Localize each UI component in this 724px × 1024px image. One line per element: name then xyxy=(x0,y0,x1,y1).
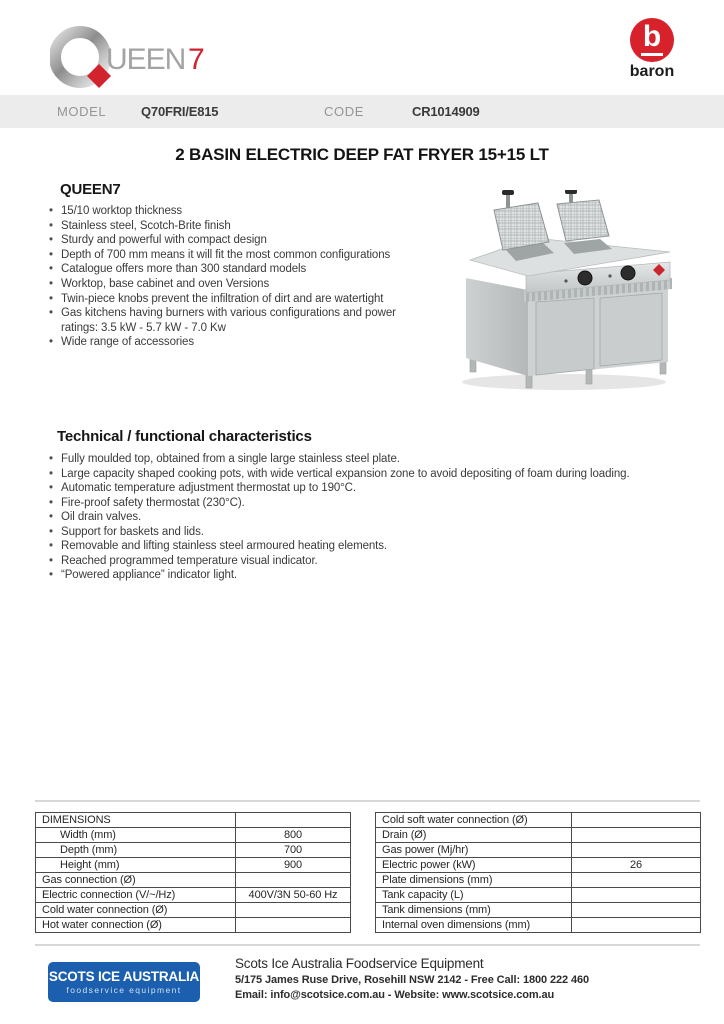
dimensions-table xyxy=(35,812,351,933)
page-title: 2 BASIN ELECTRIC DEEP FAT FRYER 15+15 LT xyxy=(175,145,549,164)
technical-bullet: • Large capacity shaped cooking pots, with wide vertical expansion zone to avoid depositing of foam during loading. xyxy=(47,467,695,482)
product-shadow xyxy=(462,374,666,390)
spec-value: 26 xyxy=(572,858,701,873)
spec-value xyxy=(572,813,701,828)
spec-label: Internal oven dimensions (mm) xyxy=(376,918,572,933)
spec-label: Width (mm) xyxy=(36,828,236,843)
spec-value xyxy=(572,903,701,918)
baron-logo xyxy=(616,18,688,81)
table-row xyxy=(376,813,701,828)
spec-label: Gas connection (Ø) xyxy=(36,873,236,888)
spec-value xyxy=(572,873,701,888)
table-row xyxy=(36,903,351,918)
feature-bullet: • Stainless steel, Scotch-Brite finish xyxy=(47,219,399,234)
feature-bullet: • Catalogue offers more than 300 standard models xyxy=(47,262,399,277)
table-row xyxy=(376,888,701,903)
table-row xyxy=(376,858,701,873)
baron-name: baron xyxy=(629,63,675,80)
spec-value xyxy=(572,843,701,858)
table-row xyxy=(376,828,701,843)
spec-label: Height (mm) xyxy=(36,858,236,873)
spec-value: 900 xyxy=(236,858,351,873)
technical-bullet: • Removable and lifting stainless steel armoured heating elements. xyxy=(47,539,695,554)
technical-bullet: • Fire-proof safety thermostat (230°C). xyxy=(47,496,695,511)
feature-bullet: • Sturdy and powerful with compact design xyxy=(47,233,399,248)
table-row xyxy=(376,903,701,918)
feature-bullet: • Depth of 700 mm means it will fit the most common configurations xyxy=(47,248,399,263)
technical-bullet: • Reached programmed temperature visual indicator. xyxy=(47,554,695,569)
spec-value xyxy=(572,888,701,903)
feature-bullet: • Worktop, base cabinet and oven Versions xyxy=(47,277,399,292)
technical-bullet: • Oil drain valves. xyxy=(47,510,695,525)
queen7-letters: UEEN xyxy=(106,43,186,76)
spec-label: Cold water connection (Ø) xyxy=(36,903,236,918)
spec-value xyxy=(572,828,701,843)
table-row xyxy=(36,813,351,828)
divider-below-tables xyxy=(35,944,700,946)
spec-label: DIMENSIONS xyxy=(36,813,236,828)
spec-label: Drain (Ø) xyxy=(376,828,572,843)
feature-bullet: • Wide range of accessories xyxy=(47,335,399,350)
table-row xyxy=(36,873,351,888)
footer-contact: Email: info@scotsice.com.au - Website: www.scotsice.com.au xyxy=(235,989,555,1001)
spec-value xyxy=(236,873,351,888)
table-row xyxy=(376,918,701,933)
knob-left xyxy=(578,271,592,285)
spec-label: Hot water connection (Ø) xyxy=(36,918,236,933)
spec-label: Electric power (kW) xyxy=(376,858,572,873)
cabinet-door-right xyxy=(600,293,662,366)
spec-label: Cold soft water connection (Ø) xyxy=(376,813,572,828)
spec-value xyxy=(236,813,351,828)
table-row xyxy=(376,873,701,888)
scots-ice-logo-title: SCOTS ICE AUSTRALIA xyxy=(48,969,200,984)
queen7-seven: 7 xyxy=(188,43,205,76)
spec-label: Tank capacity (L) xyxy=(376,888,572,903)
indicator-light-right xyxy=(608,274,611,277)
fry-basket-left xyxy=(494,190,549,250)
model-value: Q70FRI/E815 xyxy=(141,104,219,119)
knob-right xyxy=(621,266,635,280)
divider-above-tables xyxy=(35,800,700,802)
spec-label: Depth (mm) xyxy=(36,843,236,858)
technical-heading: Technical / functional characteristics xyxy=(57,428,312,445)
cabinet-door-left xyxy=(536,298,594,375)
technical-bullet: • Support for baskets and lids. xyxy=(47,525,695,540)
feature-bullet: • 15/10 worktop thickness xyxy=(47,204,399,219)
baron-circle-icon xyxy=(630,18,674,62)
queen7-logo xyxy=(50,24,228,97)
scots-ice-logo-subtitle: foodservice equipment xyxy=(66,985,182,995)
table-row xyxy=(36,858,351,873)
feature-bullet: • Twin-piece knobs prevent the infiltration of dirt and are watertight xyxy=(47,292,399,307)
fry-basket-right xyxy=(557,190,609,241)
table-row xyxy=(36,888,351,903)
product-image xyxy=(436,190,690,392)
technical-bullet: • “Powered appliance” indicator light. xyxy=(47,568,695,583)
technical-list xyxy=(47,452,695,583)
spec-value: 400V/3N 50-60 Hz xyxy=(236,888,351,903)
spec-value: 800 xyxy=(236,828,351,843)
fryer-illustration xyxy=(436,190,690,392)
technical-bullet: • Fully moulded top, obtained from a single large stainless steel plate. xyxy=(47,452,695,467)
model-label: MODEL xyxy=(57,104,107,119)
features-list xyxy=(47,204,399,350)
spec-value xyxy=(236,918,351,933)
model-code-bar xyxy=(0,95,724,128)
spec-label: Electric connection (V/~/Hz) xyxy=(36,888,236,903)
table-row xyxy=(36,918,351,933)
code-value: CR1014909 xyxy=(412,104,480,119)
feature-bullet: • Gas kitchens having burners with various configurations and power ratings: 3.5 kW - 5.7 kW - 7.0 Kw xyxy=(47,306,399,335)
code-label: CODE xyxy=(324,104,364,119)
table-row xyxy=(36,828,351,843)
features-heading: QUEEN7 xyxy=(60,181,121,198)
footer-contact-block xyxy=(235,956,589,1001)
spec-label: Gas power (Mj/hr) xyxy=(376,843,572,858)
indicator-light-left xyxy=(564,279,567,282)
technical-bullet: • Automatic temperature adjustment thermostat up to 190°C. xyxy=(47,481,695,496)
footer-company: Scots Ice Australia Foodservice Equipment xyxy=(235,956,484,971)
spec-value xyxy=(572,918,701,933)
scots-ice-logo xyxy=(48,962,200,1002)
baron-initial: b xyxy=(641,22,663,56)
queen7-logo-graphic xyxy=(50,24,228,92)
spec-label: Plate dimensions (mm) xyxy=(376,873,572,888)
table-row xyxy=(36,843,351,858)
footer-address: 5/175 James Ruse Drive, Rosehill NSW 2142 - Free Call: 1800 222 460 xyxy=(235,974,590,986)
connections-table xyxy=(375,812,701,933)
spec-value xyxy=(236,903,351,918)
spec-value: 700 xyxy=(236,843,351,858)
table-row xyxy=(376,843,701,858)
spec-label: Tank dimensions (mm) xyxy=(376,903,572,918)
